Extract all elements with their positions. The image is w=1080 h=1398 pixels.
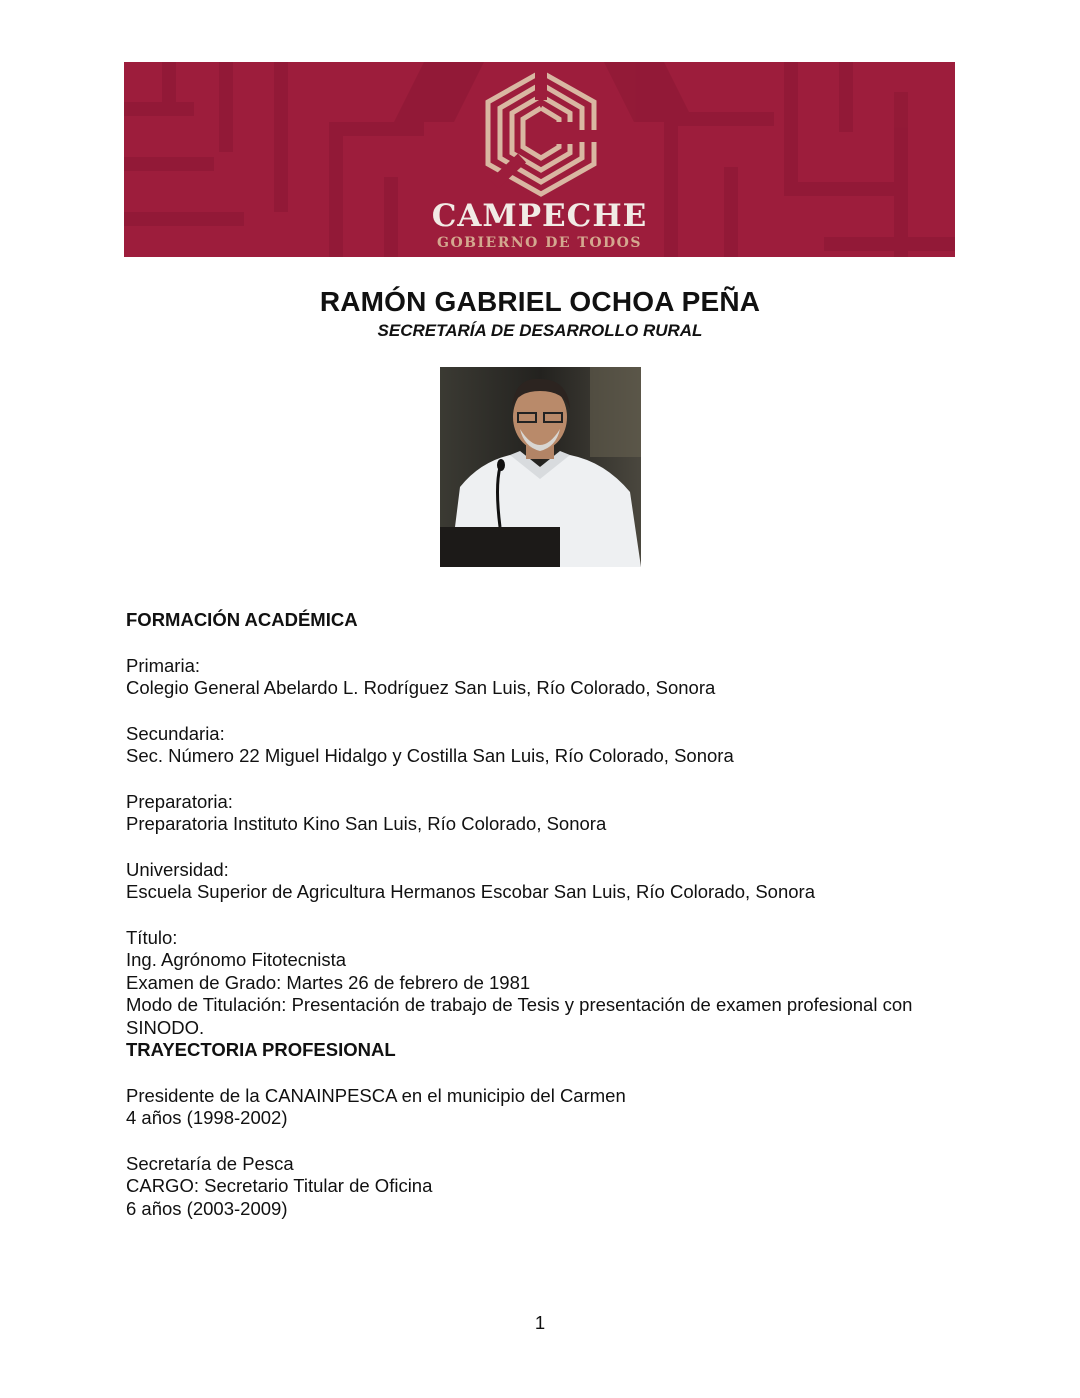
list-item <box>126 1153 966 1221</box>
list-item <box>126 723 966 768</box>
department-title: SECRETARÍA DE DESARROLLO RURAL <box>377 321 703 340</box>
list-item <box>126 791 966 836</box>
resume-content <box>126 609 966 1220</box>
list-item <box>126 927 966 1040</box>
entry-line: Secretaría de Pesca <box>126 1152 294 1174</box>
entry-line: CARGO: Secretario Titular de Oficina <box>126 1175 433 1196</box>
entry-line: Secundaria: <box>126 722 225 744</box>
brand-name: CAMPECHE <box>431 198 648 234</box>
list-item <box>126 1085 966 1130</box>
person-name: RAMÓN GABRIEL OCHOA PEÑA <box>319 286 761 317</box>
page-number: 1 <box>534 1312 546 1333</box>
entry-line: Modo de Titulación: Presentación de trabajo de Tesis y presentación de examen profesional con SINODO. <box>126 994 913 1038</box>
career-heading: TRAYECTORIA PROFESIONAL <box>126 1039 396 1060</box>
entry-line: Primaria: <box>126 654 201 676</box>
entry-line: Título: <box>126 926 178 948</box>
entry-line: 6 años (2003-2009) <box>126 1197 288 1219</box>
entry-line: Escuela Superior de Agricultura Hermanos Escobar San Luis, Río Colorado, Sonora <box>126 881 815 902</box>
education-heading: FORMACIÓN ACADÉMICA <box>126 609 358 630</box>
brand-tagline: GOBIERNO DE TODOS <box>437 235 642 251</box>
header-banner <box>124 62 955 257</box>
portrait-photo-icon <box>440 367 641 567</box>
entry-line: Colegio General Abelardo L. Rodríguez San Luis, Río Colorado, Sonora <box>126 677 716 698</box>
entry-line: 4 años (1998-2002) <box>126 1107 288 1128</box>
entry-line: Preparatoria Instituto Kino San Luis, Río Colorado, Sonora <box>126 813 607 834</box>
entry-line: Preparatoria: <box>126 790 233 812</box>
entry-line: Examen de Grado: Martes 26 de febrero de 1981 <box>126 971 531 993</box>
entry-line: Ing. Agrónomo Fitotecnista <box>126 949 347 970</box>
entry-line: Universidad: <box>126 858 229 880</box>
entry-line: Sec. Número 22 Miguel Hidalgo y Costilla San Luis, Río Colorado, Sonora <box>126 745 734 766</box>
list-item <box>126 655 966 700</box>
campeche-hexagon-logo-icon <box>474 66 608 200</box>
entry-line: Presidente de la CANAINPESCA en el municipio del Carmen <box>126 1084 626 1106</box>
list-item <box>126 859 966 904</box>
